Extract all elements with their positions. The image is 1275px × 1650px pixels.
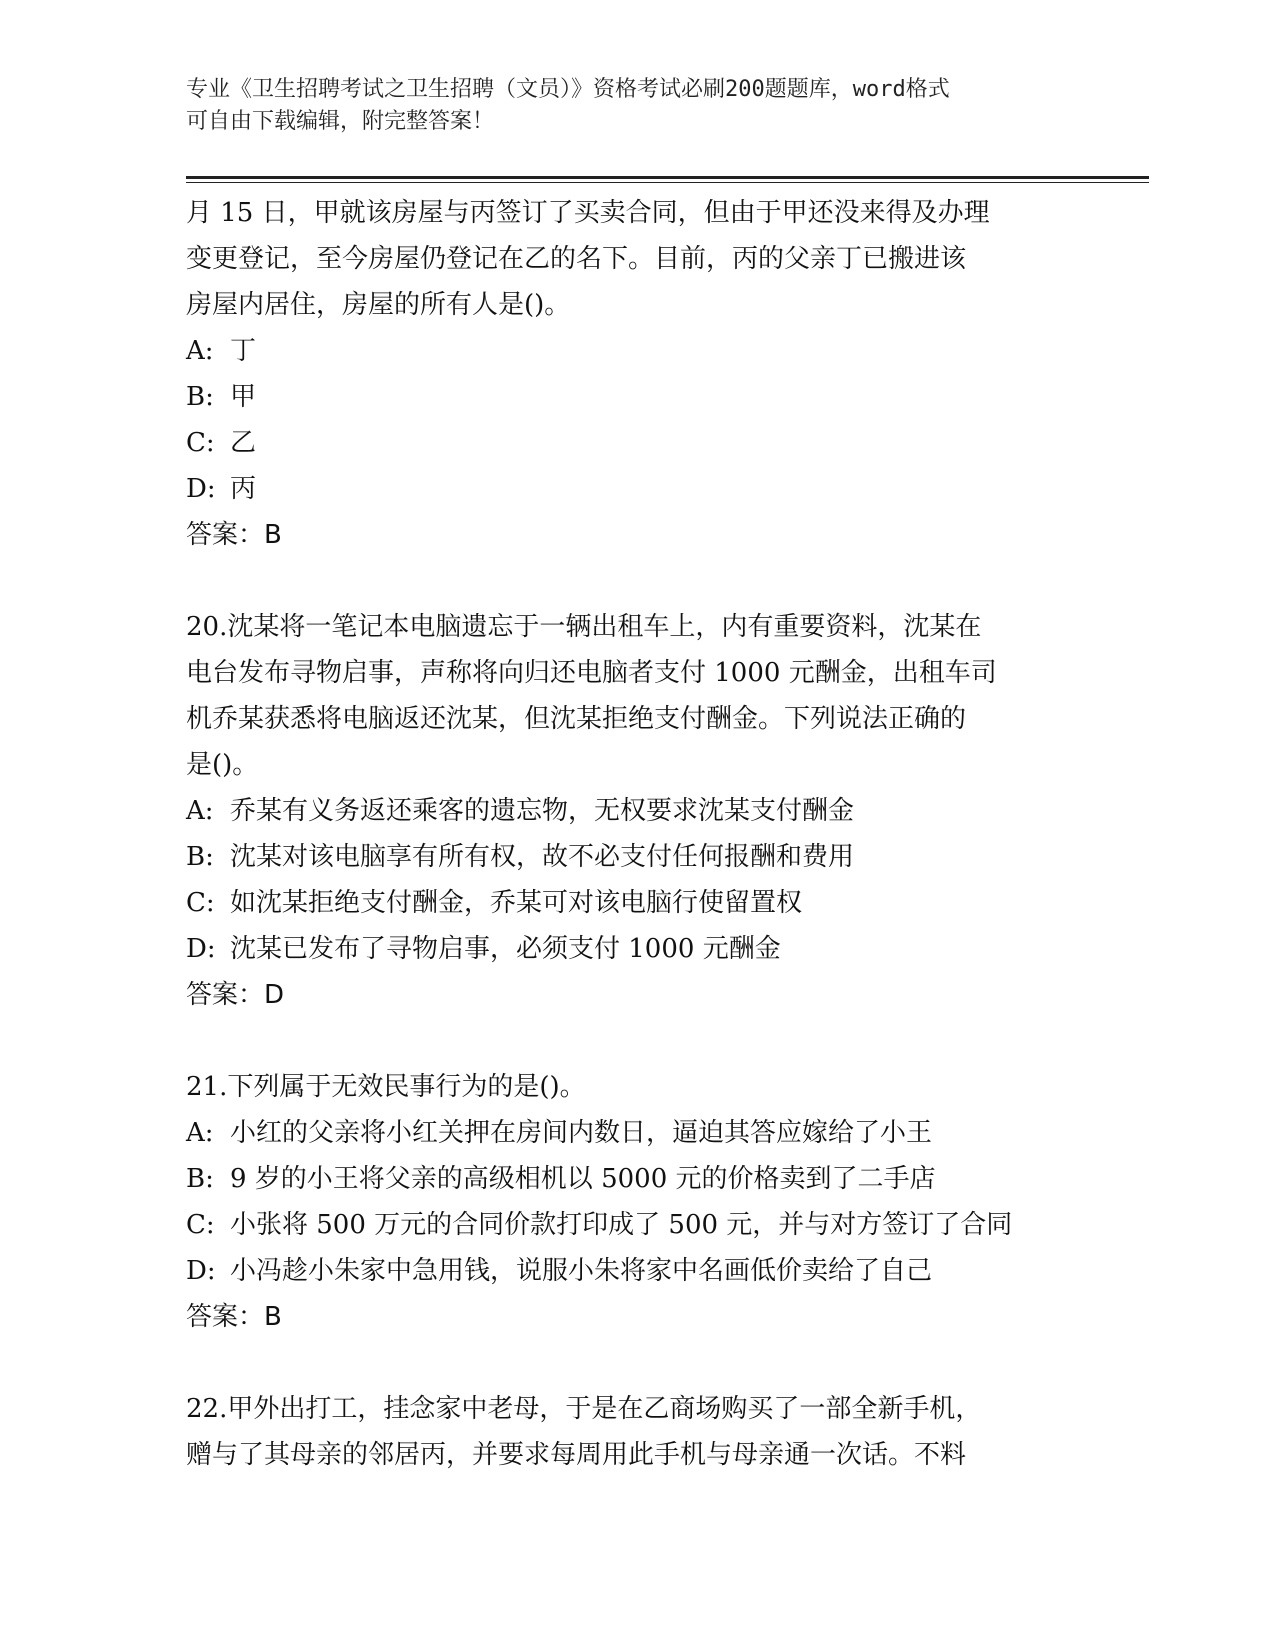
question-content: [186, 190, 1086, 1478]
option-text: 乙: [230, 428, 257, 458]
spacer: [186, 1018, 1086, 1064]
option-text: 沈某已发布了寻物启事，必须支付 1000 元酬金: [230, 934, 781, 964]
question-20: [186, 604, 1086, 1018]
option-text: 小冯趁小朱家中急用钱，说服小朱将家中名画低价卖给了自己: [230, 1256, 933, 1286]
question-21: [186, 1064, 1086, 1340]
question-text-line: 是()。: [186, 750, 259, 780]
header-divider-thin: [186, 182, 1149, 183]
option-d: [186, 926, 1086, 972]
option-label: A:: [186, 796, 214, 826]
question-22: [186, 1386, 1086, 1478]
option-label: A:: [186, 336, 214, 366]
option-b: [186, 834, 1086, 880]
option-b: [186, 374, 1086, 420]
answer-line: 答案：D: [186, 980, 285, 1010]
option-c: [186, 880, 1086, 926]
option-d: [186, 1248, 1086, 1294]
header-divider-thick: [186, 176, 1149, 179]
option-text: 如沈某拒绝支付酬金，乔某可对该电脑行使留置权: [230, 888, 803, 918]
header-title-line-2: 可自由下载编辑，附完整答案！: [186, 109, 495, 134]
option-text: 甲: [230, 382, 257, 412]
page-header: [186, 74, 1086, 138]
option-text: 9 岁的小王将父亲的高级相机以 5000 元的价格卖到了二手店: [230, 1164, 936, 1194]
option-label: D:: [186, 1256, 216, 1286]
option-label: B:: [186, 1164, 214, 1194]
spacer: [186, 1340, 1086, 1386]
option-a: [186, 328, 1086, 374]
option-label: A:: [186, 1118, 214, 1148]
option-label: D:: [186, 474, 216, 504]
option-b: [186, 1156, 1086, 1202]
option-text: 丙: [230, 474, 257, 504]
option-text: 乔某有义务返还乘客的遗忘物，无权要求沈某支付酬金: [230, 796, 855, 826]
question-text-line: 机乔某获悉将电脑返还沈某，但沈某拒绝支付酬金。下列说法正确的: [186, 704, 967, 734]
option-label: C:: [186, 1210, 215, 1240]
question-19: [186, 190, 1086, 558]
answer-line: 答案：B: [186, 520, 282, 550]
option-c: [186, 1202, 1086, 1248]
question-text-line: 房屋内居住，房屋的所有人是()。: [186, 290, 571, 320]
question-text-line: 电台发布寻物启事，声称将向归还电脑者支付 1000 元酬金，出租车司: [186, 658, 997, 688]
question-text-line: 21.下列属于无效民事行为的是()。: [186, 1072, 586, 1102]
option-c: [186, 420, 1086, 466]
question-text-line: 赠与了其母亲的邻居丙，并要求每周用此手机与母亲通一次话。不料: [186, 1440, 967, 1470]
option-text: 丁: [230, 336, 257, 366]
option-d: [186, 466, 1086, 512]
option-label: C:: [186, 888, 215, 918]
option-label: C:: [186, 428, 215, 458]
answer-line: 答案：B: [186, 1302, 282, 1332]
question-text-line: 变更登记，至今房屋仍登记在乙的名下。目前，丙的父亲丁已搬进该: [186, 244, 967, 274]
option-text: 小张将 500 万元的合同价款打印成了 500 元，并与对方签订了合同: [230, 1210, 1013, 1240]
header-title-line-1: 专业《卫生招聘考试之卫生招聘（文员）》资格考试必刷200题题库，word格式: [186, 77, 950, 102]
option-label: B:: [186, 382, 214, 412]
option-label: B:: [186, 842, 214, 872]
option-text: 小红的父亲将小红关押在房间内数日，逼迫其答应嫁给了小王: [230, 1118, 933, 1148]
question-text-line: 20.沈某将一笔记本电脑遗忘于一辆出租车上，内有重要资料，沈某在: [186, 612, 982, 642]
option-a: [186, 788, 1086, 834]
spacer: [186, 558, 1086, 604]
question-text-line: 月 15 日，甲就该房屋与丙签订了买卖合同，但由于甲还没来得及办理: [186, 198, 990, 228]
option-label: D:: [186, 934, 216, 964]
question-text-line: 22.甲外出打工，挂念家中老母，于是在乙商场购买了一部全新手机，: [186, 1394, 982, 1424]
option-a: [186, 1110, 1086, 1156]
option-text: 沈某对该电脑享有所有权，故不必支付任何报酬和费用: [230, 842, 855, 872]
